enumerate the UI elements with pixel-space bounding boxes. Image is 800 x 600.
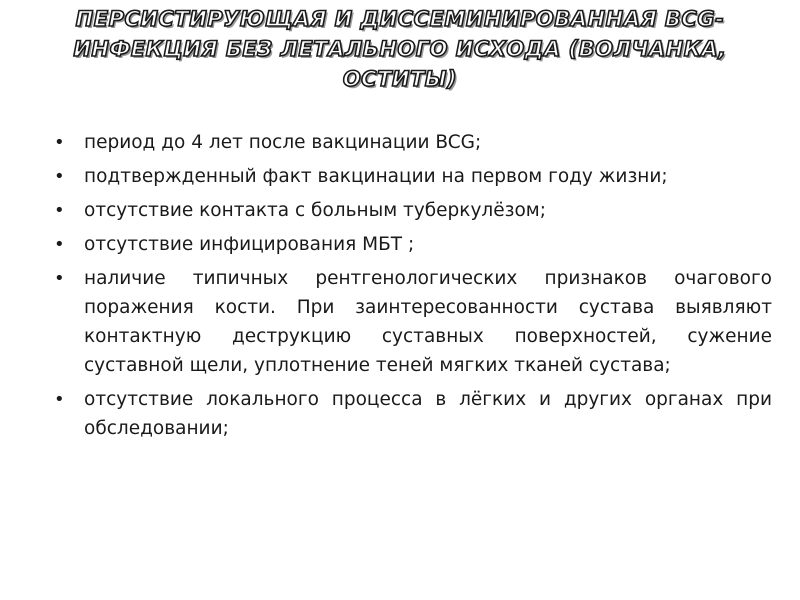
- bullet-text: подтвержденный факт вакцинации на первом году жизни;: [84, 166, 668, 187]
- list-item: [54, 128, 772, 157]
- list-item: [54, 230, 772, 259]
- bullet-icon: •: [54, 389, 65, 410]
- bullet-icon: •: [54, 132, 65, 153]
- bullet-icon: •: [54, 166, 65, 187]
- bullet-icon: •: [54, 268, 65, 289]
- bullet-icon: •: [54, 234, 65, 255]
- list-item: [54, 196, 772, 225]
- list-item: [54, 162, 772, 191]
- bullet-text: отсутствие инфицирования МБТ ;: [84, 234, 415, 255]
- bullet-text: период до 4 лет после вакцинации BCG;: [84, 132, 482, 153]
- bullet-text: отсутствие локального процесса в лёгких и других органах при обследовании;: [84, 389, 772, 439]
- list-item: [54, 385, 772, 443]
- slide-title: ПЕРСИСТИРУЮЩАЯ И ДИССЕМИНИРОВАННАЯ BCG-ИНФЕКЦИЯ БЕЗ ЛЕТАЛЬНОГО ИСХОДА (ВОЛЧАНКА, ОСТИТЫ): [73, 7, 727, 91]
- bullet-list: [54, 128, 772, 448]
- bullet-text: отсутствие контакта с больным туберкулёзом;: [84, 200, 546, 221]
- bullet-text: наличие типичных рентгенологических признаков очагового поражения кости. При заинтересованности сустава выявляют контактную деструкцию суставных поверхностей, сужение суставной щели, уплотнение теней мягких тканей сустава;: [84, 268, 772, 376]
- bullet-icon: •: [54, 200, 65, 221]
- list-item: [54, 264, 772, 380]
